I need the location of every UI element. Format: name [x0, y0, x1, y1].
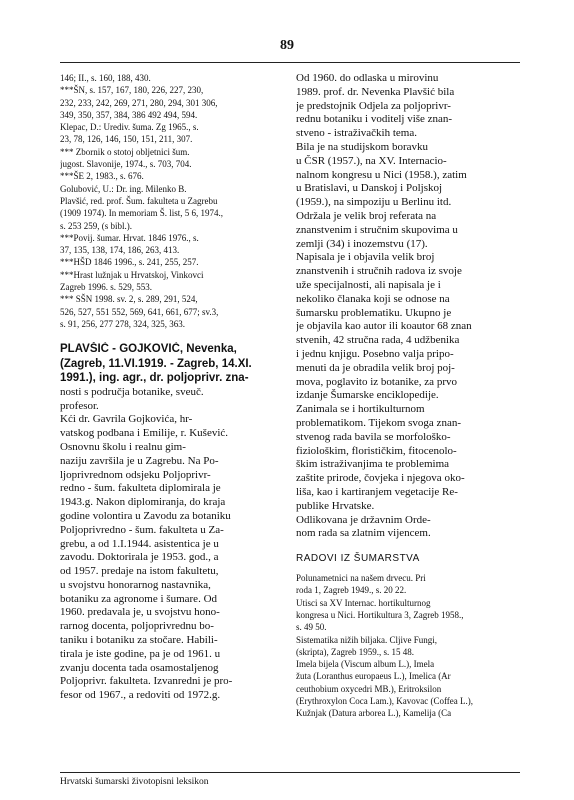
body-line: problematikom. Tijekom svoga znan-: [296, 416, 461, 429]
body-line: Odlikovana je državnim Orde-: [296, 513, 431, 526]
body-line: tirala je iste godine, pa je od 1961. u: [60, 647, 221, 660]
work-line: Utisci sa XV Internac. hortikulturnog: [296, 597, 431, 608]
body-line: publike Hrvatske.: [296, 499, 375, 512]
work-line: (Erythroxylon Coca Lam.), Kavovac (Coffea L.),: [296, 696, 474, 707]
body-line: stveno - istraživačkih tema.: [296, 127, 417, 140]
work-line: Kužnjak (Datura arborea L.), Kamelija (Ca: [296, 708, 452, 719]
works-list: [296, 572, 522, 720]
reference-line: Klepac, D.: Urediv. šuma. Zg 1965., s.: [60, 122, 199, 133]
reference-line: 23, 78, 126, 146, 150, 151, 211, 307.: [60, 134, 193, 145]
reference-line: 349, 350, 357, 384, 386 492 494, 594.: [60, 109, 198, 120]
body-line: Zanimala se i hortikulturnom: [296, 403, 425, 416]
work-line: Imela bijela (Viscum album L.), Imela: [296, 659, 435, 670]
body-line: godine volontira u Zavodu za botaniku: [60, 509, 231, 522]
body-line: Od 1960. do odlaska u mirovinu: [296, 72, 439, 84]
work-line: Sistematika nižih biljaka. Cljive Fungi,: [296, 634, 437, 645]
body-line: zaštite prirode, čovjeka i njegova oko-: [296, 472, 465, 485]
entry-heading: [60, 342, 282, 386]
reference-line: ***ŠN, s. 157, 167, 180, 226, 227, 230,: [60, 85, 204, 96]
body-line: rarnog docenta, poljoprivrednu bo-: [60, 620, 214, 633]
work-line: roda 1, Zagreb 1949., s. 20 22.: [296, 585, 407, 596]
entry-heading-line: 1991.), ing. agr., dr. poljoprivr. zna-: [60, 372, 249, 385]
body-line: u ČSR (1957.), na XV. Internacio-: [296, 154, 447, 167]
body-line: u svojstvu honorarnog nastavnika,: [60, 578, 211, 591]
entry-body-right: [296, 72, 522, 541]
body-line: znanstvenih i stručnih radova iz svoje: [296, 265, 462, 278]
body-line: botaniku za agronome i šumare. Od: [60, 592, 218, 605]
reference-line: ***HŠD 1846 1996., s. 241, 255, 257.: [60, 257, 199, 268]
page-footer: Hrvatski šumarski životopisni leksikon: [60, 777, 209, 787]
body-line: ljoprivrednom odsjeku Poljoprivr-: [60, 468, 211, 481]
body-line: i jednu knjigu. Posebno valja pripo-: [296, 347, 454, 360]
body-line: nosti s područja botanike, sveuč.: [60, 385, 204, 398]
body-line: stvenog rada bavila se morfološko-: [296, 430, 451, 443]
body-line: Osnovnu školu i realnu gim-: [60, 440, 186, 453]
reference-line: 146; II., s. 160, 188, 430.: [60, 73, 151, 83]
work-line: Polunametnici na našem drvecu. Pri: [296, 573, 426, 584]
work-line: (skripta), Zagreb 1959., s. 15 48.: [296, 646, 414, 657]
reference-line: 526, 527, 551 552, 569, 641, 661, 677; sv.3,: [60, 306, 219, 317]
reference-line: 232, 233, 242, 269, 271, 280, 294, 301 306,: [60, 97, 218, 108]
body-line: mova, poglavito iz botanike, za prvo: [296, 375, 457, 388]
body-line: nekoliko članaka koji se odnose na: [296, 292, 450, 305]
page-number: 89: [280, 38, 294, 53]
body-line: uže specijalnosti, ali napisala je i: [296, 278, 441, 291]
body-line: menuti da je obradila velik broj poj-: [296, 361, 455, 374]
body-line: (1959.), na simpoziju u Berlinu itd.: [296, 196, 452, 209]
body-line: zavodu. Doktorirala je 1953. god., a: [60, 551, 219, 564]
body-line: škim istraživanjima te problemima: [296, 458, 450, 471]
reference-line: Plavšić, red. prof. Šum. fakulteta u Zagrebu: [60, 195, 218, 206]
body-line: Poljoprivredno - šum. fakulteta u Za-: [60, 523, 224, 536]
body-line: izdanje Šumarske enciklopedije.: [296, 389, 439, 402]
body-line: 1943.g. Nakon diplomiranja, do kraja: [60, 496, 226, 509]
body-line: profesor.: [60, 399, 99, 412]
reference-line: ***Hrast lužnjak u Hrvatskoj, Vinkovci: [60, 269, 204, 280]
references-block: [60, 72, 282, 330]
body-line: zemlji (34) i inozemstvu (17).: [296, 237, 428, 250]
reference-line: *** Zbornik o stotoj obljetnici šum.: [60, 146, 190, 157]
body-line: je objavila kao autor ili koautor 68 znan: [296, 320, 472, 333]
body-line: šumarsku problematiku. Ukupno je: [296, 306, 452, 319]
body-line: zvanju docenta tada osamostaljenog: [60, 661, 219, 674]
body-line: rednu botaniku i voditelj više znan-: [296, 113, 453, 126]
body-line: naziju završila je u Zagrebu. Na Po-: [60, 454, 219, 467]
body-line: 1989. prof. dr. Nevenka Plavšić bila: [296, 85, 455, 98]
section-title: RADOVI IZ ŠUMARSTVA: [296, 553, 420, 565]
body-line: fesor od 1967., a redoviti od 1972.g.: [60, 689, 221, 702]
reference-line: s. 91, 256, 277 278, 324, 325, 363.: [60, 318, 186, 329]
entry-heading-line: (Zagreb, 11.VI.1919. - Zagreb, 14.XI.: [60, 357, 252, 370]
work-line: kongresa u Nici. Hortikultura 3, Zagreb 1958.,: [296, 609, 464, 620]
body-line: liša, kao i kartiranjem vegetacije Re-: [296, 485, 458, 498]
body-line: taniku i botaniku za stočare. Habili-: [60, 634, 218, 647]
reference-line: (1909 1974). In memoriam Š. list, 5 6, 1974.,: [60, 208, 223, 219]
reference-line: s. 253 259, (s bibl.).: [60, 220, 132, 231]
reference-line: ***ŠE 2, 1983., s. 676.: [60, 171, 144, 182]
body-line: u Bratislavi, u Danskoj i Poljskoj: [296, 182, 443, 195]
body-line: od 1957. predaje na istom fakultetu,: [60, 565, 219, 578]
body-line: Bila je na studijskom boravku: [296, 140, 428, 153]
body-line: nalnom kongresu u Nici (1958.), zatim: [296, 168, 467, 181]
reference-line: *** SŠN 1998. sv. 2, s. 289, 291, 524,: [60, 294, 198, 305]
reference-line: jugost. Slavonije, 1974., s. 703, 704.: [60, 159, 192, 170]
body-line: Kći dr. Gavrila Gojkovića, hr-: [60, 413, 193, 426]
body-line: grebu, a od 1.I.1944. asistentica je u: [60, 537, 219, 550]
entry-body-left: [60, 386, 282, 703]
top-rule: [60, 62, 520, 63]
body-line: Poljoprivr. fakulteta. Izvanredni je pro-: [60, 675, 233, 688]
body-line: Održala je velik broj referata na: [296, 209, 437, 222]
body-line: Napisala je i objavila velik broj: [296, 251, 435, 264]
reference-line: Zagreb 1996. s. 529, 553.: [60, 282, 152, 293]
bottom-rule: [60, 772, 520, 773]
work-line: s. 49 50.: [296, 622, 327, 633]
left-column: [60, 72, 282, 703]
body-line: fiziološkim, florističkim, fitocenolo-: [296, 444, 457, 457]
body-line: 1960. predavala je, u svojstvu hono-: [60, 606, 220, 619]
body-line: nom rada sa zlatnim vijencem.: [296, 527, 431, 540]
body-line: vatskog podbana i Emilije, r. Kušević.: [60, 427, 229, 440]
reference-line: ***Povij. šumar. Hrvat. 1846 1976., s.: [60, 232, 199, 243]
body-line: je predstojnik Odjela za poljoprivr-: [296, 99, 451, 112]
right-column: [296, 72, 522, 720]
body-line: redno - šum. fakulteta diplomirala je: [60, 482, 221, 495]
body-line: stvenih, 42 stručna rada, 4 udžbenika: [296, 334, 460, 347]
body-line: znanstvenim i stručnim skupovima u: [296, 223, 458, 236]
work-line: žuta (Loranthus europaeus L.), Imelica (Ar: [296, 671, 451, 682]
reference-line: Golubović, U.: Dr. ing. Milenko B.: [60, 183, 187, 194]
reference-line: 37, 135, 138, 174, 186, 263, 413.: [60, 245, 180, 256]
entry-heading-line: PLAVŠIĆ - GOJKOVIĆ, Nevenka,: [60, 343, 237, 356]
work-line: ceuthobium oxycedri MB.), Eritroksilon: [296, 683, 442, 694]
